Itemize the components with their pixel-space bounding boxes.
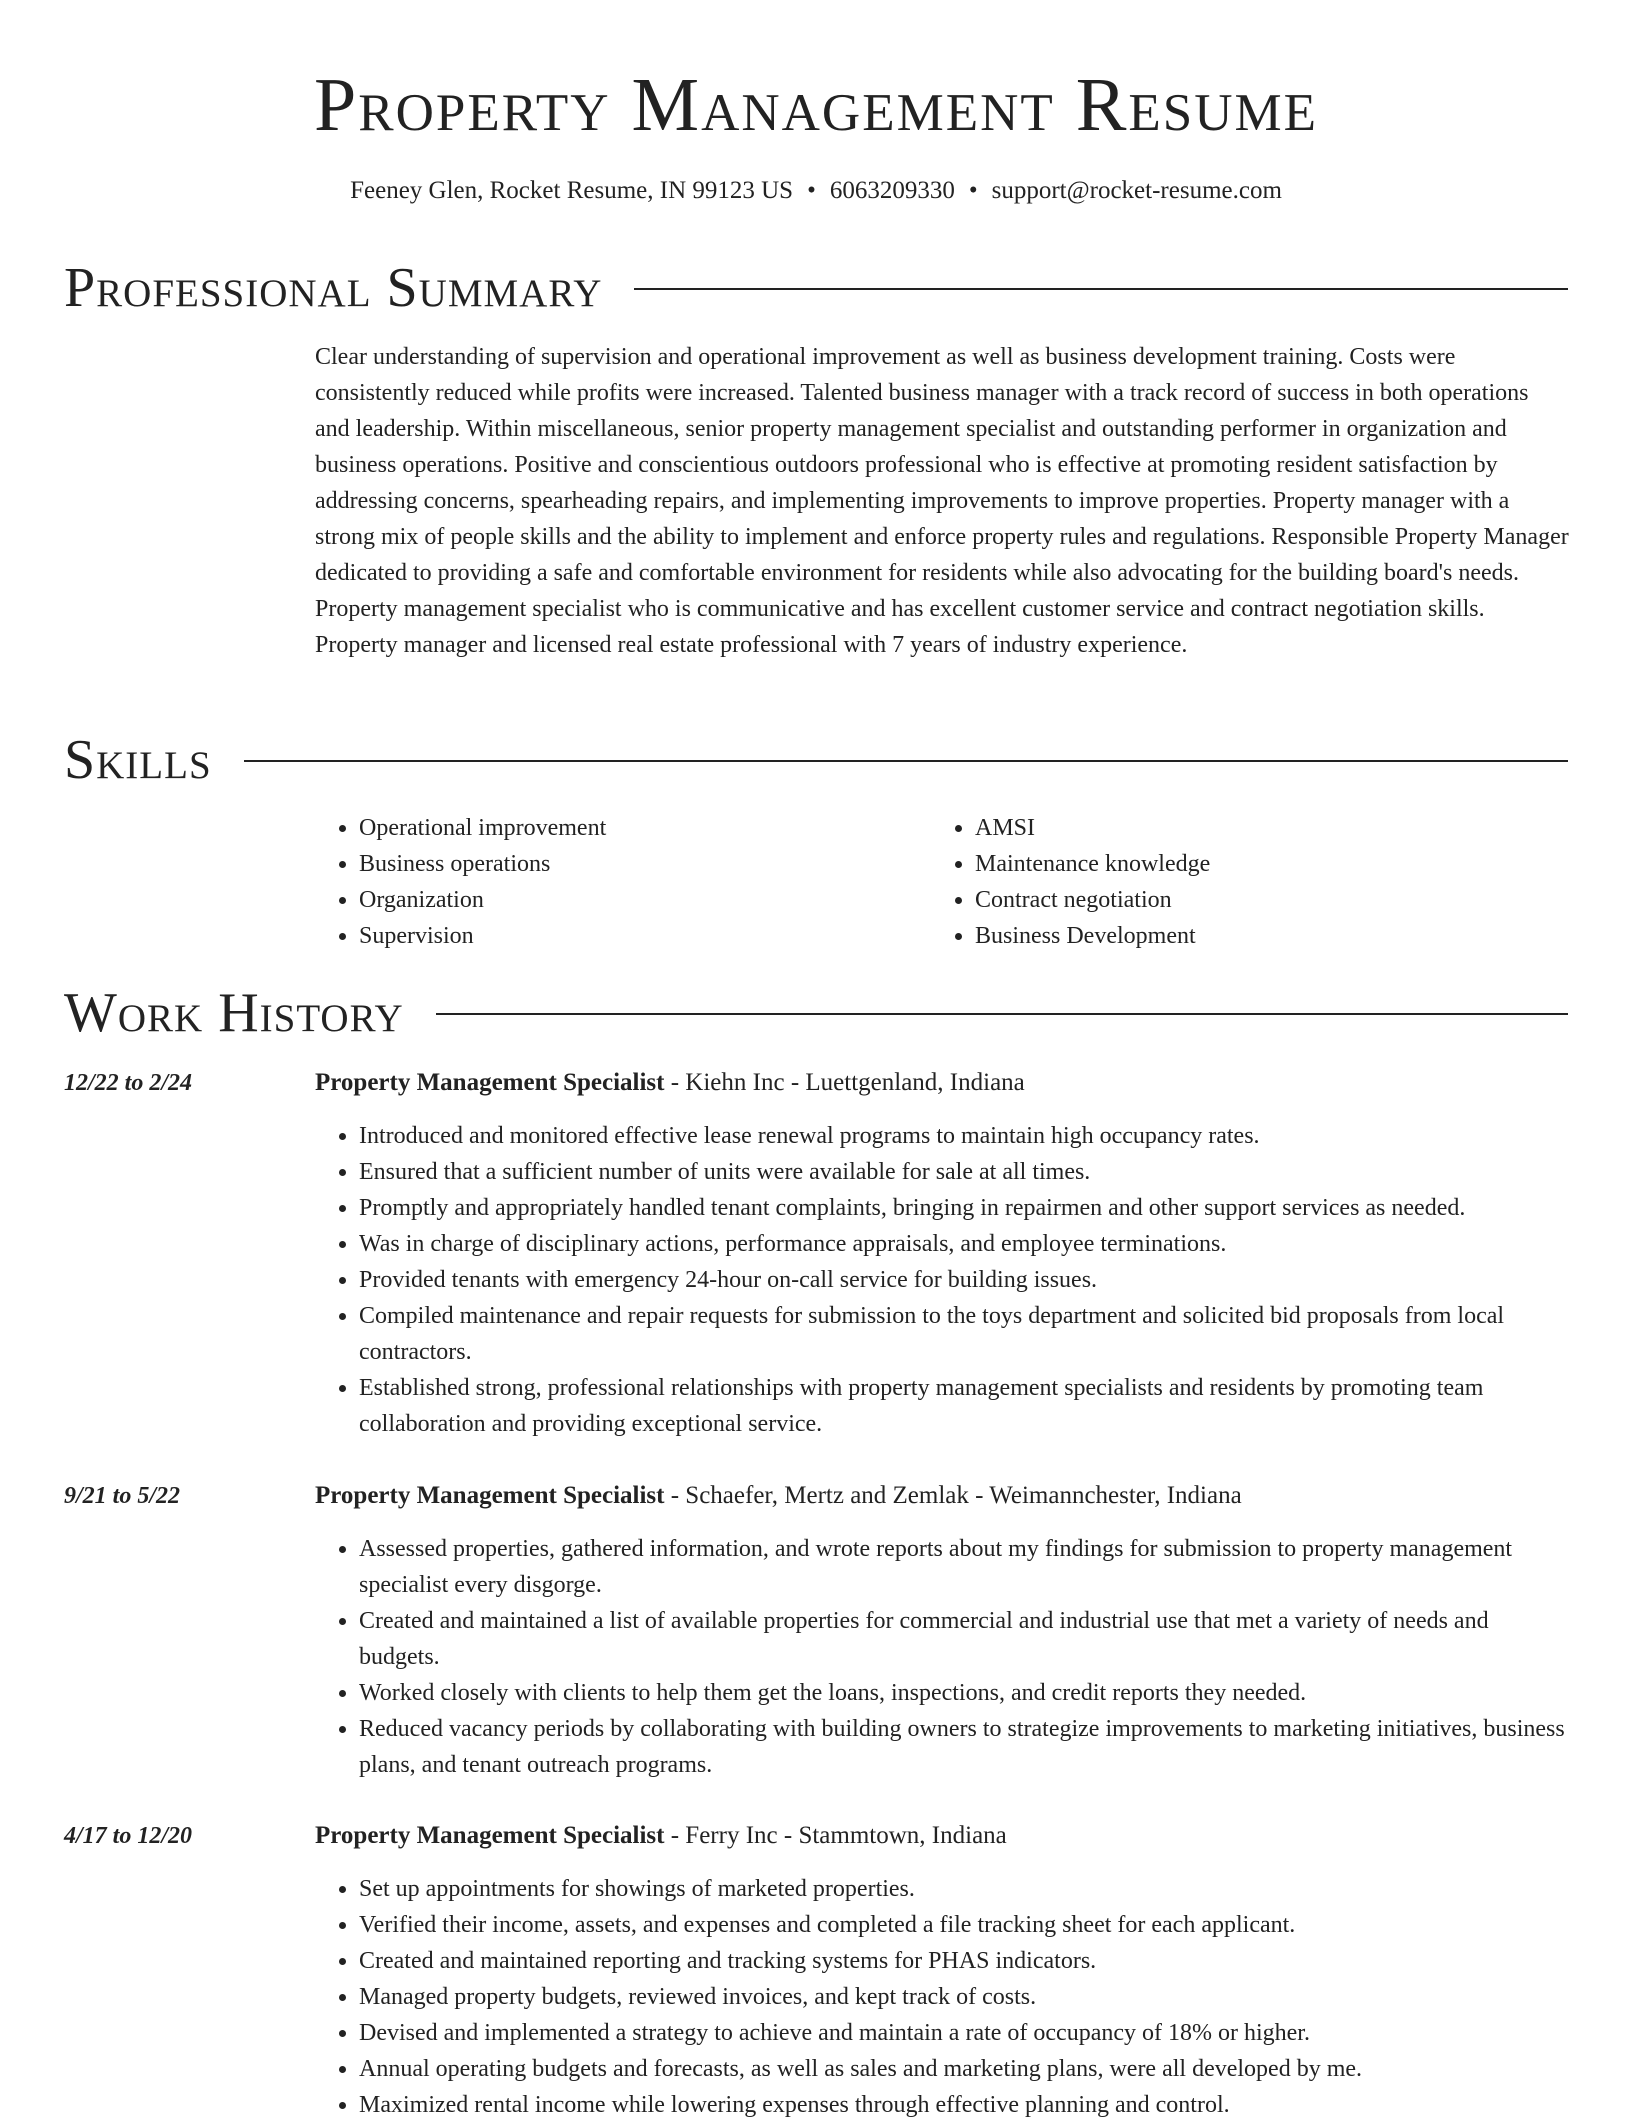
job-bullet: • Set up appointments for showings of marketed properties.: [359, 1871, 1569, 1907]
job-company: - Ferry Inc - Stammtown, Indiana: [664, 1822, 1007, 1849]
job-bullet: • Reduced vacancy periods by collaborating with building owners to strategize improvements to marketing initiatives, business plans, and tenant outreach programs.: [359, 1711, 1569, 1783]
job-bullet: • Maximized rental income while lowering expenses through effective planning and control.: [359, 2087, 1569, 2123]
resume-title: Property Management Resume: [313, 63, 1319, 147]
job-heading: [315, 1065, 1569, 1101]
section-divider: [244, 760, 1568, 762]
contact-address: Feeney Glen, Rocket Resume, IN 99123 US: [350, 177, 794, 204]
contact-separator: •: [968, 177, 978, 204]
contact-separator: •: [807, 177, 816, 204]
job-bullets: [315, 1531, 1569, 1783]
job-bullet: • Created and maintained a list of available properties for commercial and industrial use that met a variety of needs and budgets.: [359, 1603, 1569, 1675]
job-dates: 9/21 to 5/22: [64, 1483, 181, 1509]
job-bullet: • Introduced and monitored effective lease renewal programs to maintain high occupancy rates.: [359, 1118, 1569, 1154]
summary-section-title: Professional Summary: [64, 257, 603, 319]
skill-item: • Maintenance knowledge: [975, 846, 1575, 882]
skill-item: • Operational improvement: [359, 810, 959, 846]
skills-section-header: [64, 728, 1568, 792]
section-divider: [634, 288, 1568, 290]
job-dates: 12/22 to 2/24: [64, 1070, 193, 1096]
job-bullet: • Provided tenants with emergency 24-hour on-call service for building issues.: [359, 1262, 1569, 1298]
job-role: Property Management Specialist: [315, 1482, 665, 1509]
work-section-title: Work History: [64, 982, 404, 1044]
skills-section-title: Skills: [64, 729, 212, 791]
job-company: - Schaefer, Mertz and Zemlak - Weimannchester, Indiana: [664, 1482, 1242, 1509]
job-bullet: • Established strong, professional relationships with property management specialists and residents by promoting team collaboration and providing exceptional service.: [359, 1370, 1569, 1442]
job-bullet: • Worked closely with clients to help them get the loans, inspections, and credit reports they needed.: [359, 1675, 1569, 1711]
skill-item: • Business operations: [359, 846, 959, 882]
job-bullet: • Verified their income, assets, and expenses and completed a file tracking sheet for each applicant.: [359, 1907, 1569, 1943]
job-bullet: • Ensured that a sufficient number of units were available for sale at all times.: [359, 1154, 1569, 1190]
job-bullets: [315, 1871, 1569, 2123]
section-divider: [436, 1013, 1568, 1015]
job-bullet: • Devised and implemented a strategy to achieve and maintain a rate of occupancy of 18% or higher.: [359, 2015, 1569, 2051]
job-role: Property Management Specialist: [315, 1822, 665, 1849]
job-company: - Kiehn Inc - Luettgenland, Indiana: [664, 1069, 1025, 1096]
skills-list-right: [931, 810, 1575, 954]
skill-item: • Contract negotiation: [975, 882, 1575, 918]
job-bullet: • Was in charge of disciplinary actions, performance appraisals, and employee terminations.: [359, 1226, 1569, 1262]
skills-list-left: [315, 810, 959, 954]
skill-item: • AMSI: [975, 810, 1575, 846]
job-dates: 4/17 to 12/20: [64, 1823, 193, 1849]
job-bullet: • Managed property budgets, reviewed invoices, and kept track of costs.: [359, 1979, 1569, 2015]
job-bullet: • Created and maintained reporting and tracking systems for PHAS indicators.: [359, 1943, 1569, 1979]
contact-line: [0, 175, 1632, 207]
contact-phone: 6063209330: [829, 177, 955, 204]
summary-section-header: [64, 256, 1568, 320]
skill-item: • Business Development: [975, 918, 1575, 954]
job-bullet: • Annual operating budgets and forecasts, as well as sales and marketing plans, were all developed by me.: [359, 2051, 1569, 2087]
skill-item: • Supervision: [359, 918, 959, 954]
summary-text: Clear understanding of supervision and operational improvement as well as business development training. Costs were consistently reduced while profits were increased. Talented business manager with a track record of success in both operations and leadership. Within miscellaneous, senior property management specialist and outstanding performer in organization and business operations. Positive and conscientious outdoors professional who is effective at promoting resident satisfaction by addressing concerns, spearheading repairs, and implementing improvements to improve properties. Property manager with a strong mix of people skills and the ability to implement and enforce property rules and regulations. Responsible Property Manager dedicated to providing a safe and comfortable environment for residents while also advocating for the building board's needs. Property management specialist who is communicative and has excellent customer service and contract negotiation skills. Property manager and licensed real estate professional with 7 years of industry experience.: [315, 344, 1569, 658]
job-bullet: • Assessed properties, gathered information, and wrote reports about my findings for submission to property management specialist every disgorge.: [359, 1531, 1569, 1603]
job-bullet: • Compiled maintenance and repair requests for submission to the toys department and solicited bid proposals from local contractors.: [359, 1298, 1569, 1370]
job-bullets: [315, 1118, 1569, 1442]
job-heading: [315, 1478, 1569, 1514]
job-bullet: • Promptly and appropriately handled tenant complaints, bringing in repairmen and other support services as needed.: [359, 1190, 1569, 1226]
job-role: Property Management Specialist: [315, 1069, 665, 1096]
job-heading: [315, 1818, 1569, 1854]
skill-item: • Organization: [359, 882, 959, 918]
contact-email: support@rocket-resume.com: [991, 177, 1282, 204]
work-section-header: [64, 981, 1568, 1045]
